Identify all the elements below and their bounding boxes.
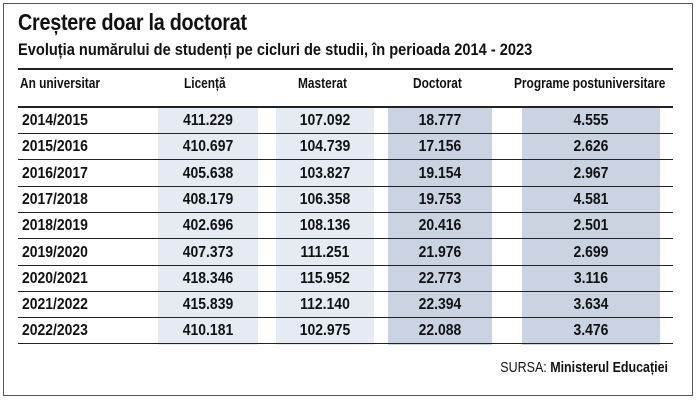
cell-licenta: 407.373 — [182, 243, 234, 261]
table-row — [18, 187, 673, 213]
cell-year: 2020/2021 — [22, 269, 88, 287]
header-programe-postuniversitare: Programe postuniversitare — [514, 76, 666, 92]
cell-doctorat: 22.773 — [418, 269, 462, 287]
cell-postuniversitar: 3.634 — [573, 296, 609, 314]
cell-doctorat: 22.088 — [418, 322, 462, 340]
cell-licenta: 408.179 — [182, 190, 234, 208]
cell-postuniversitar: 4.581 — [573, 190, 609, 208]
cell-year: 2016/2017 — [22, 164, 88, 182]
cell-masterat: 106.358 — [299, 190, 351, 208]
page-title: Creștere doar la doctorat — [18, 9, 247, 35]
cell-doctorat: 19.753 — [418, 190, 462, 208]
cell-doctorat: 21.976 — [418, 243, 462, 261]
cell-masterat: 102.975 — [299, 322, 351, 340]
cell-year: 2015/2016 — [22, 138, 88, 156]
cell-masterat: 103.827 — [299, 164, 351, 182]
header-licenta: Licență — [184, 76, 226, 92]
cell-doctorat: 22.394 — [418, 296, 462, 314]
cell-year: 2019/2020 — [22, 243, 88, 261]
table-row — [18, 161, 673, 187]
cell-year: 2022/2023 — [22, 322, 88, 340]
cell-postuniversitar: 4.555 — [573, 112, 609, 129]
cell-doctorat: 19.154 — [418, 164, 462, 182]
cell-licenta: 410.697 — [182, 138, 234, 156]
table-row — [18, 240, 673, 266]
cell-masterat: 112.140 — [300, 296, 350, 314]
source-value: Ministerul Educației — [550, 360, 668, 376]
table-row — [18, 134, 673, 160]
cell-postuniversitar: 2.501 — [573, 217, 609, 235]
cell-doctorat: 20.416 — [418, 217, 462, 235]
cell-masterat: 115.952 — [300, 269, 350, 287]
cell-year: 2018/2019 — [22, 217, 88, 235]
cell-year: 2014/2015 — [22, 112, 88, 129]
cell-licenta: 402.696 — [182, 217, 234, 235]
table-row — [18, 292, 673, 318]
source-label: SURSA: — [500, 360, 547, 376]
cell-licenta: 410.181 — [182, 322, 234, 340]
table-row — [18, 108, 673, 134]
cell-postuniversitar: 3.476 — [573, 322, 609, 340]
table-row — [18, 266, 673, 292]
top-rule — [18, 68, 673, 70]
cell-postuniversitar: 3.116 — [573, 269, 609, 287]
cell-doctorat: 18.777 — [418, 112, 462, 129]
cell-masterat: 111.251 — [300, 243, 350, 261]
header-an-universitar: An universitar — [20, 76, 100, 92]
page-subtitle: Evoluția numărului de studenți pe cicluri de studii, în perioada 2014 - 2023 — [18, 40, 533, 59]
cell-postuniversitar: 2.967 — [573, 164, 609, 182]
cell-masterat: 108.136 — [299, 217, 351, 235]
table-row — [18, 213, 673, 239]
cell-licenta: 405.638 — [182, 164, 234, 182]
cell-licenta: 411.229 — [183, 112, 233, 129]
table-row — [18, 318, 673, 344]
cell-licenta: 415.839 — [182, 296, 234, 314]
source-note — [500, 360, 668, 376]
cell-postuniversitar: 2.699 — [573, 243, 609, 261]
cell-postuniversitar: 2.626 — [573, 138, 609, 156]
cell-year: 2021/2022 — [22, 296, 88, 314]
cell-masterat: 104.739 — [299, 138, 351, 156]
cell-masterat: 107.092 — [299, 112, 351, 129]
header-masterat: Masterat — [298, 76, 347, 92]
cell-licenta: 418.346 — [182, 269, 234, 287]
header-doctorat: Doctorat — [413, 76, 462, 92]
cell-year: 2017/2018 — [22, 190, 88, 208]
cell-doctorat: 17.156 — [418, 138, 462, 156]
